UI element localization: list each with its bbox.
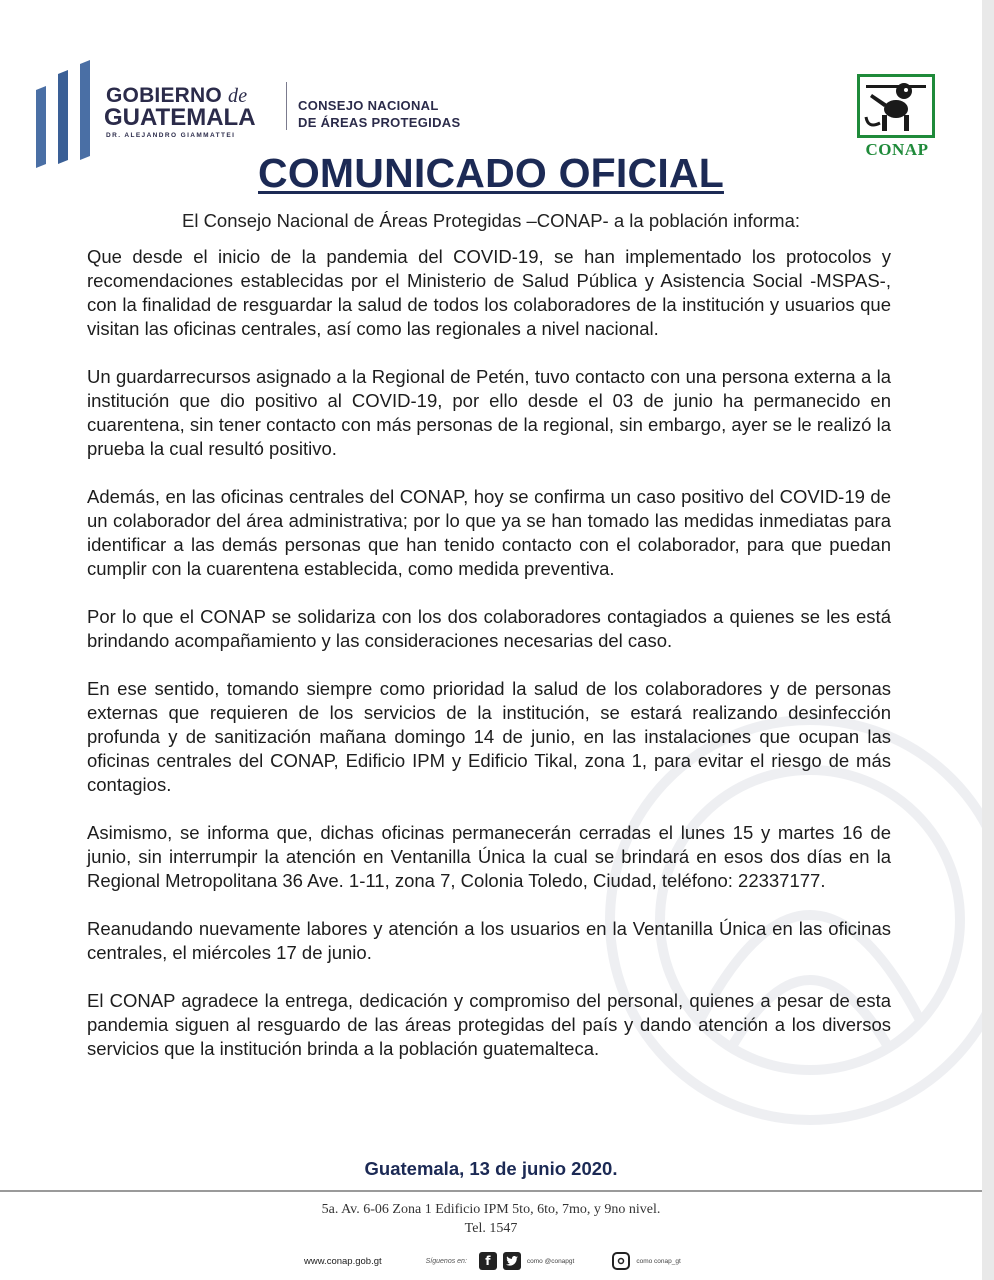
date-line: Guatemala, 13 de junio 2020.	[364, 1158, 618, 1179]
page-edge	[982, 0, 994, 1280]
intro-line: El Consejo Nacional de Áreas Protegidas –CONAP- a la población informa:	[181, 210, 800, 231]
paragraph: El CONAP agradece la entrega, dedicación y compromiso del personal, quienes a pesar de esta pandemia siguen al resguardo de las áreas protegidas del país y dando atención a los diversos servicios que la institución brinda a la población guatemalteca.	[87, 990, 891, 1059]
paragraph: Un guardarrecursos asignado a la Regional de Petén, tuvo contacto con una persona externa a la institución que dio positivo al COVID-19, por ello desde el 03 de junio ha permanecido en cuarentena, sin tener contacto con más personas de la regional, sin embargo, ayer se le realizó la prueba la cual resultó positivo.	[87, 366, 891, 459]
social-bar	[304, 1250, 713, 1272]
page-title: COMUNICADO OFICIAL	[258, 150, 724, 196]
paragraph: Que desde el inicio de la pandemia del COVID-19, se han implementado los protocolos y recomendaciones establecidas por el Ministerio de Salud Pública y Asistencia Social -MSPAS-, con la finalidad de resguardar la salud de todos los colaboradores de la institución y usuarios que visitan las oficinas centrales, así como las regionales a nivel nacional.	[87, 246, 891, 339]
gov-president-name: DR. ALEJANDRO GIAMMATTEI	[106, 132, 236, 139]
follow-label: Síguenos en:	[425, 1257, 467, 1265]
website-link[interactable]: www.conap.gob.gt	[304, 1255, 382, 1267]
paragraph: Por lo que el CONAP se solidariza con los dos colaboradores contagiados a quienes se les está brindando acompañamiento y las consideraciones necesarias del caso.	[87, 606, 891, 651]
paragraph: Además, en las oficinas centrales del CONAP, hoy se confirma un caso positivo del COVID-19 de un colaborador del área administrativa; por lo que ya se han tomado las medidas inmediatas para identificar a las demás personas que han tenido contacto con el colaborador, para que puedan cumplir con la cuarentena establecida, como medida preventiva.	[87, 486, 891, 579]
conap-logo	[855, 74, 939, 162]
instagram-handle: como conap_gt	[636, 1257, 681, 1265]
gov-name-line1: GOBIERNO de	[106, 84, 248, 107]
header-divider	[286, 82, 287, 130]
twitter-icon[interactable]	[503, 1252, 521, 1270]
communique-body	[87, 245, 891, 1085]
footer-divider	[0, 1190, 982, 1192]
facebook-icon[interactable]: f	[479, 1252, 497, 1270]
instagram-icon[interactable]	[612, 1252, 630, 1270]
footer-address: 5a. Av. 6-06 Zona 1 Edificio IPM 5to, 6to, 7mo, y 9no nivel. Tel. 1547	[321, 1202, 661, 1236]
paragraph: Asimismo, se informa que, dichas oficinas permanecerán cerradas el lunes 15 y martes 16 de junio, sin interrumpir la atención en Ventanilla Única la cual se brindará en esos dos días en la Regional Metropolitana 36 Ave. 1-11, zona 7, Colonia Toledo, Ciudad, teléfono: 22337177.	[87, 822, 891, 891]
twitter-handle: como @conapgt	[526, 1257, 575, 1265]
gov-name-line2: GUATEMALA	[104, 104, 256, 131]
conap-logo-text: CONAP	[865, 140, 929, 159]
consejo-name: CONSEJO NACIONAL DE ÁREAS PROTEGIDAS	[298, 98, 461, 130]
paragraph: En ese sentido, tomando siempre como prioridad la salud de los colaboradores y de personas externas que requieren de los servicios de la institución, se estará realizando desinfección profunda y de sanitización mañana domingo 14 de junio, en las instalaciones que ocupan las oficinas centrales del CONAP, Edificio IPM y Edificio Tikal, zona 1, para evitar el riesgo de más contagios.	[87, 678, 891, 795]
paragraph: Reanudando nuevamente labores y atención a los usuarios en la Ventanilla Única en las oficinas centrales, el miércoles 17 de junio.	[87, 918, 891, 963]
monkey-icon	[860, 77, 932, 135]
